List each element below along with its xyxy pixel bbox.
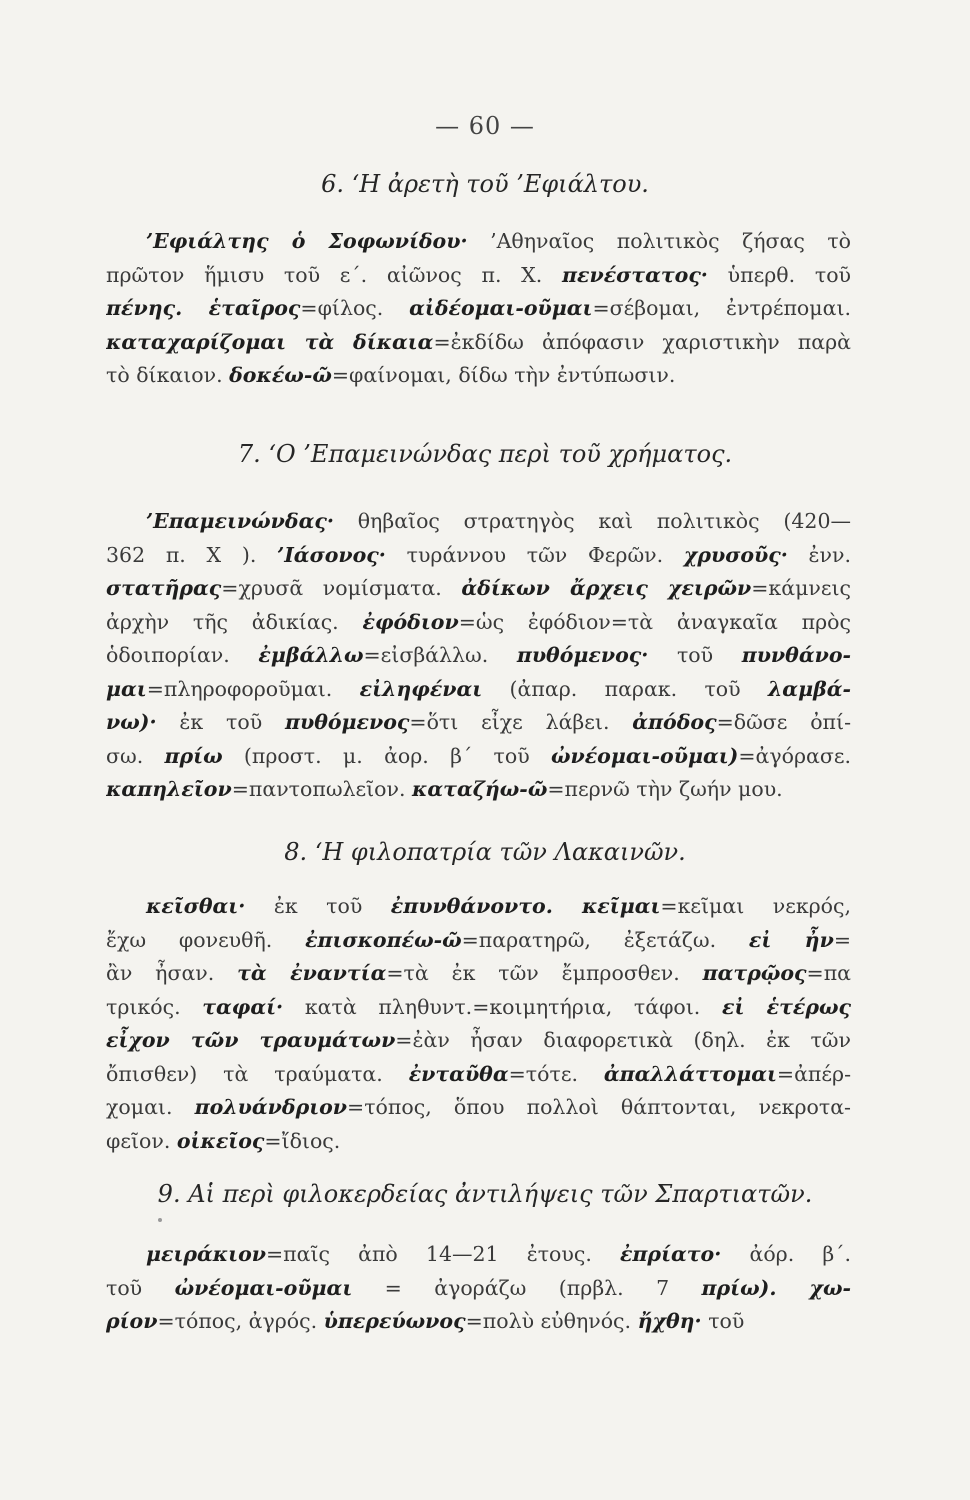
gloss-text: =ὡς ἐφόδιον=τὰ ἀναγκαῖα πρὸς (458, 609, 851, 634)
glossary-term: κεῖσθαι· (146, 894, 246, 918)
gloss-text: θηβαῖος στρατηγὸς καὶ πολιτικὸς (420— (333, 509, 851, 533)
gloss-text: =παῖς ἀπὸ 14—21 ἐτους. (265, 1242, 620, 1266)
gloss-text: =σέβομαι, ἐντρέπομαι. (592, 296, 851, 320)
glossary-term: αἰδέομαι-οῦμαι (409, 296, 593, 320)
glossary-term: ταφαί· (202, 994, 284, 1019)
glossary-term: ’Ιάσονος· (277, 542, 386, 567)
section-body-8 (106, 890, 851, 1158)
gloss-text: =παρατηρῶ, ἐξετάζω. (461, 927, 749, 952)
glossary-term: καταχαρίζομαι τὰ δίκαια (106, 329, 434, 354)
glossary-term: καπηλεῖον (106, 777, 232, 801)
gloss-text: =παντοπωλεῖον. (231, 777, 413, 801)
glossary-term: στατῆρας (106, 576, 222, 600)
gloss-text: σω. (106, 743, 165, 768)
text-line (106, 1058, 851, 1092)
text-line (106, 639, 851, 673)
text-line (106, 606, 851, 640)
text-line (106, 572, 851, 606)
gloss-text: 362 π. Χ ). (106, 542, 278, 567)
text-line (106, 505, 851, 539)
glossary-term: τὰ ἐναντία (237, 961, 387, 985)
text-line (106, 773, 851, 807)
gloss-text: =τόπος, ὅπου πολλοὶ θάπτονται, νεκροτα- (347, 1095, 851, 1119)
section-title-7: 7. ‘Ο ’Επαμεινώνδας περὶ τοῦ χρήματος. (237, 440, 733, 468)
glossary-term: πυθόμενος· (516, 643, 649, 667)
glossary-term: ὠνέομαι-οῦμαι) (550, 743, 739, 768)
glossary-term: πυνθάνο- (741, 643, 851, 667)
text-line (106, 1305, 851, 1339)
text-line (106, 259, 851, 293)
gloss-text: ἐκ τοῦ (156, 710, 285, 734)
glossary-term: πολυάνδριον (194, 1095, 348, 1119)
text-line (106, 991, 851, 1025)
gloss-text: =ἀγόρασε. (738, 743, 851, 768)
glossary-term: μαι (106, 676, 147, 701)
text-line (106, 539, 851, 573)
glossary-term: ἀπαλλάττομαι (603, 1061, 777, 1086)
gloss-text: =χρυσᾶ νομίσματα. (221, 576, 462, 600)
glossary-term: χρυσοῦς· (683, 542, 788, 567)
gloss-text: τοῦ (648, 643, 742, 667)
glossary-term: ἀπόδος (632, 710, 717, 734)
glossary-term: πενέστατος· (562, 262, 708, 287)
gloss-text: κατὰ πληθυντ.=κοιμητήρια, τάφοι. (283, 994, 722, 1019)
gloss-text: χομαι. (106, 1095, 195, 1119)
section-title-8: 8. ‘Η φιλοπατρία τῶν Λακαινῶν. (284, 838, 686, 866)
gloss-text: πρῶτον ἥμισυ τοῦ ε΄. αἰῶνος π. Χ. (106, 262, 563, 287)
text-line (106, 924, 851, 958)
glossary-term: ἀδίκων ἄρχεις χειρῶν (461, 576, 752, 600)
gloss-text: ἔχω φονευθῆ. (106, 927, 306, 952)
gloss-text: ἀρχὴν τῆς ἀδικίας. (106, 609, 363, 634)
gloss-text: =ἐὰν ἦσαν διαφορετικὰ (δηλ. ἐκ τῶν (395, 1028, 851, 1052)
gloss-text: ’Αθηναῖος πολιτικὸς ζήσας τὸ (467, 229, 851, 253)
gloss-text: = ἀγοράζω (πρβλ. 7 (352, 1275, 702, 1300)
gloss-text: = (833, 927, 851, 952)
glossary-term: πατρῷος (702, 961, 807, 985)
glossary-term: οἰκεῖος (176, 1128, 265, 1153)
print-speck (158, 1218, 162, 1222)
gloss-text: τυράννου τῶν Φερῶν. (385, 542, 684, 567)
gloss-text: (προστ. μ. ἀορ. β΄ τοῦ (222, 743, 551, 768)
glossary-term: πυθόμενος (284, 710, 410, 734)
glossary-term: ἤχθη· (637, 1309, 702, 1333)
gloss-text: φεῖον. (106, 1128, 177, 1153)
glossary-term: ἐφόδιον (362, 609, 459, 634)
gloss-text: =ἐκδίδω ἀπόφασιν χαριστικὴν παρὰ (433, 329, 851, 354)
gloss-text: =φαίνομαι, δίδω τὴν ἐντύπωσιν. (331, 363, 676, 387)
glossary-term: ἐπρίατο· (619, 1242, 722, 1266)
gloss-text: =δῶσε ὀπί- (716, 710, 851, 734)
glossary-term: ρίον (106, 1309, 158, 1333)
section-body-9 (106, 1238, 851, 1339)
gloss-text: =φίλος. (300, 296, 410, 320)
glossary-term: πρίω (164, 743, 223, 768)
text-line (106, 326, 851, 360)
glossary-term: εἰ ἦν (748, 927, 834, 952)
gloss-text: ὁδοιπορίαν. (106, 643, 259, 667)
glossary-term: ἐνταῦθα (408, 1061, 509, 1086)
glossary-term: ὑπερεύωνος (323, 1309, 466, 1333)
section-title-9: 9. Αἱ περὶ φιλοκερδείας ἀντιλήψεις τῶν Σπαρτιατῶν. (157, 1180, 813, 1208)
gloss-text: =τόπος, ἀγρός. (157, 1309, 324, 1333)
text-line (106, 890, 851, 924)
text-line (106, 1272, 851, 1306)
glossary-term: εἶχον τῶν τραυμάτων (106, 1028, 396, 1052)
gloss-text: ἐκ τοῦ (245, 894, 391, 918)
text-line (106, 673, 851, 707)
glossary-term: ’Επαμεινώνδας· (146, 509, 334, 533)
text-line (106, 1091, 851, 1125)
glossary-term: ’Εφιάλτης ὁ Σοφωνίδου· (146, 229, 468, 253)
glossary-term: εἰληφέναι (359, 676, 483, 701)
glossary-term: πένης. ἑταῖρος (106, 296, 301, 320)
glossary-term: δοκέω-ῶ (229, 363, 332, 387)
glossary-term: νω)· (106, 710, 157, 734)
gloss-text: ἀόρ. β΄. (721, 1242, 851, 1266)
text-line (106, 706, 851, 740)
text-line (106, 957, 851, 991)
section-body-6 (106, 225, 851, 393)
glossary-term: εἰ ἑτέρως (721, 994, 851, 1019)
section-title-6: 6. ‘Η ἀρετὴ τοῦ ’Εφιάλτου. (321, 170, 649, 198)
gloss-text: =κάμνεις (751, 576, 851, 600)
text-line (106, 740, 851, 774)
gloss-text: =πολὺ εὐθηνός. (465, 1309, 638, 1333)
gloss-text: ὄπισθεν) τὰ τραύματα. (106, 1061, 409, 1086)
text-line (106, 1024, 851, 1058)
glossary-term: ὠνέομαι-οῦμαι (174, 1275, 353, 1300)
glossary-term: ἐμβάλλω (258, 643, 364, 667)
gloss-text: ὑπερθ. τοῦ (707, 262, 851, 287)
glossary-term: ἐπυνθάνοντο. κεῖμαι (390, 894, 661, 918)
gloss-text: (ἀπαρ. παρακ. τοῦ (482, 676, 768, 701)
text-line (106, 225, 851, 259)
gloss-text: =κεῖμαι νεκρός, (660, 894, 851, 918)
gloss-text: τοῦ (701, 1309, 745, 1333)
text-line (106, 359, 851, 393)
glossary-term: ἐπισκοπέω-ῶ (305, 927, 462, 952)
gloss-text: τὸ δίκαιον. (106, 363, 230, 387)
section-body-7 (106, 505, 851, 807)
gloss-text: ἂν ἦσαν. (106, 961, 238, 985)
text-line (106, 1238, 851, 1272)
gloss-text: τρικός. (106, 994, 203, 1019)
glossary-term: λαμβά- (767, 676, 851, 701)
gloss-text: =ἀπέρ- (776, 1061, 851, 1086)
gloss-text: =πα (806, 961, 851, 985)
gloss-text: =περνῶ τὴν ζωήν μου. (547, 777, 783, 801)
gloss-text: =ἴδιος. (264, 1128, 341, 1153)
gloss-text: =ὅτι εἶχε λάβει. (409, 710, 633, 734)
gloss-text: τοῦ (106, 1275, 175, 1300)
gloss-text: ἐνν. (787, 542, 851, 567)
gloss-text: =πληροφοροῦμαι. (146, 676, 360, 701)
gloss-text: =τὰ ἐκ τῶν ἔμπροσθεν. (386, 961, 703, 985)
gloss-text: =εἰσβάλλω. (363, 643, 517, 667)
page-number: — 60 — (435, 112, 535, 140)
glossary-term: καταζήω-ῶ (412, 777, 548, 801)
gloss-text: =τότε. (508, 1061, 604, 1086)
text-line (106, 1125, 851, 1159)
glossary-term: πρίω). χω- (701, 1275, 851, 1300)
text-line (106, 292, 851, 326)
glossary-term: μειράκιον (146, 1242, 266, 1266)
